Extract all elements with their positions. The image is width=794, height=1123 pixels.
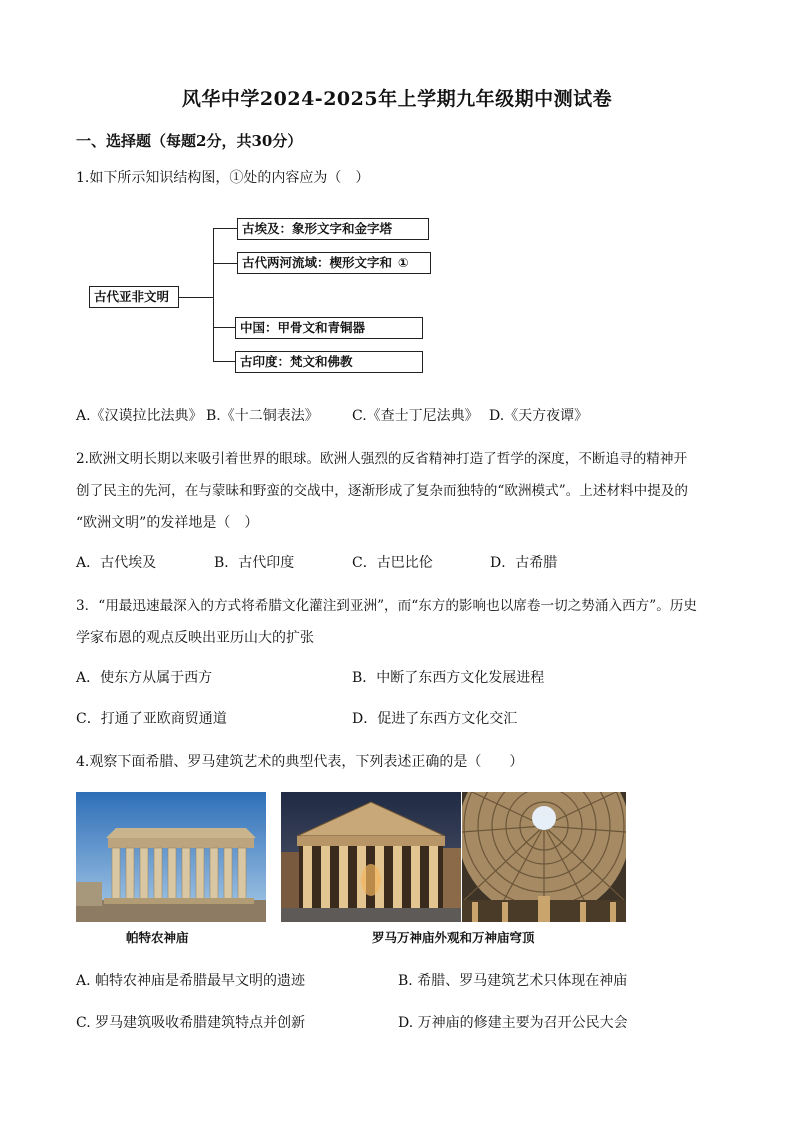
- diagram-branch-line: [213, 361, 235, 362]
- diagram-branch-line: [213, 263, 237, 264]
- question-2-line-3: “欧洲文明”的发祥地是（ ）: [76, 515, 259, 531]
- q4-option-c[interactable]: C. 罗马建筑吸收希腊建筑特点并创新: [76, 1015, 306, 1031]
- q4-option-d[interactable]: D. 万神庙的修建主要为召开公民大会: [398, 1015, 628, 1031]
- diagram-root: 古代亚非文明: [89, 286, 179, 308]
- pantheon-exterior-photo: [281, 792, 461, 922]
- q1-option-d[interactable]: D.《天方夜谭》: [489, 408, 589, 424]
- diagram-branch-line: [213, 228, 237, 229]
- q2-option-a[interactable]: A．古代埃及: [76, 555, 157, 571]
- question-4-stem: 4.观察下面希腊、罗马建筑艺术的典型代表，下列表述正确的是（ ）: [76, 754, 524, 770]
- question-2-line-2: 创了民主的先河，在与蒙昧和野蛮的交战中，逐渐形成了复杂而独特的“欧洲模式”。上述材料中提及的: [76, 483, 689, 499]
- q1-option-a[interactable]: A.《汉谟拉比法典》: [76, 408, 203, 424]
- section-title: 一、选择题（每题2分，共30分）: [76, 132, 303, 150]
- q1-option-b[interactable]: B.《十二铜表法》: [206, 408, 319, 424]
- caption-parthenon: 帕特农神庙: [126, 930, 189, 945]
- diagram-branch-mesopotamia: [237, 252, 431, 274]
- question-2-line-1: 2.欧洲文明长期以来吸引着世界的眼球。欧洲人强烈的反省精神打造了哲学的深度，不断追寻的精神开: [76, 451, 688, 467]
- diagram-branch-mesopotamia-text: 古代两河流域：楔形文字和: [242, 255, 393, 270]
- diagram-branch-india: 古印度：梵文和佛教: [235, 351, 423, 373]
- q2-option-d[interactable]: D．古希腊: [490, 555, 558, 571]
- question-3-line-1: 3．“用最迅速最深入的方式将希腊文化灌注到亚洲”，而“东方的影响也以席卷一切之势涌入西方”。历史: [76, 598, 697, 614]
- q3-option-b[interactable]: B．中断了东西方文化发展进程: [352, 670, 545, 686]
- diagram-branch-china: 中国：甲骨文和青铜器: [235, 317, 423, 339]
- knowledge-structure-diagram: [0, 0, 794, 400]
- question-1-stem: 1.如下所示知识结构图，①处的内容应为（ ）: [76, 170, 370, 186]
- pantheon-dome-image: [462, 792, 626, 922]
- q2-option-c[interactable]: C．古巴比伦: [352, 555, 433, 571]
- q3-option-c[interactable]: C．打通了亚欧商贸通道: [76, 711, 227, 727]
- diagram-connector: [179, 297, 213, 298]
- q1-option-c[interactable]: C.《查士丁尼法典》: [352, 408, 479, 424]
- q4-option-b[interactable]: B. 希腊、罗马建筑艺术只体现在神庙: [398, 973, 628, 989]
- q2-option-b[interactable]: B．古代印度: [214, 555, 295, 571]
- diagram-branch-egypt: 古埃及：象形文字和金字塔: [237, 218, 429, 240]
- pantheon-dome-photo: [462, 792, 626, 922]
- q3-option-a[interactable]: A．使东方从属于西方: [76, 670, 213, 686]
- parthenon-image: [76, 792, 266, 922]
- parthenon-photo: [76, 792, 266, 922]
- question-3-line-2: 学家布恩的观点反映出亚历山大的扩张: [76, 630, 314, 646]
- diagram-branch-line: [213, 327, 237, 328]
- q4-option-a[interactable]: A. 帕特农神庙是希腊最早文明的遗迹: [76, 973, 306, 989]
- diagram-blank-mark: ①: [392, 253, 411, 274]
- pantheon-exterior-image: [281, 792, 461, 922]
- q3-option-d[interactable]: D．促进了东西方文化交汇: [352, 711, 518, 727]
- exam-title: 风华中学2024-2025年上学期九年级期中测试卷: [181, 88, 613, 110]
- diagram-spine: [213, 228, 214, 362]
- caption-pantheon: 罗马万神庙外观和万神庙穹顶: [372, 930, 535, 945]
